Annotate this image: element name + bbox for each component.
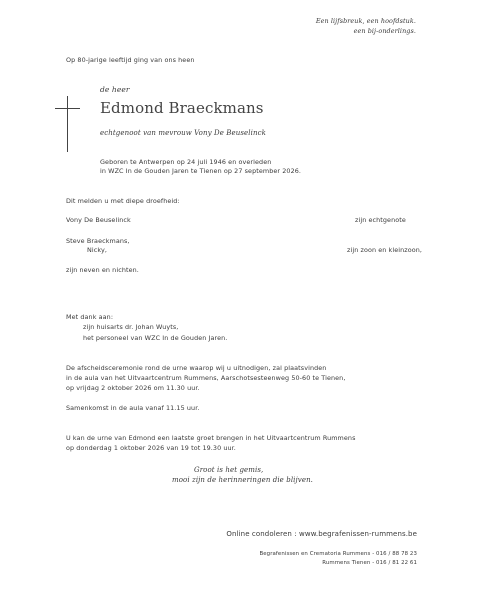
ceremony-line-2: in de aula van het Uitvaartcentrum Rummens, Aarschotsesteenweg 50-60 te Tienen, <box>66 374 346 382</box>
salutation: de heer <box>100 85 130 94</box>
nephews-text: zijn neven en nichten. <box>66 266 139 274</box>
footer-line-1: Begrafenissen en Crematoria Rummens - 016 / 88 78 23 <box>259 551 417 557</box>
thanks-title: Met dank aan: <box>66 313 114 321</box>
cross-icon-bar <box>55 108 80 109</box>
family-relation-1: zijn echtgenote <box>355 216 406 224</box>
ceremony-line-3: op vrijdag 2 oktober 2026 om 11.30 uur. <box>66 384 200 392</box>
thanks-line-1: zijn huisarts dr. Johan Wuyts, <box>83 323 179 331</box>
quote-line-2: een bij-onderlings. <box>353 27 416 35</box>
thanks-line-2: het personeel van WZC In de Gouden Jaren. <box>83 334 228 342</box>
footer-line-2: Rummens Tienen - 016 / 81 22 61 <box>322 560 417 566</box>
online-condolence: Online condoleren : www.begrafenissen-rummens.be <box>226 530 417 538</box>
family-name-1: Vony De Beuselinck <box>66 216 131 224</box>
closing-line-1: Groot is het gemis, <box>194 466 264 474</box>
gathering-text: Samenkomst in de aula vanaf 11.15 uur. <box>66 404 200 412</box>
intro-text: Op 80-jarige leeftijd ging van ons heen <box>66 56 195 64</box>
visit-line-2: op donderdag 1 oktober 2026 van 19 tot 19.30 uur. <box>66 444 236 452</box>
birth-line: Geboren te Antwerpen op 24 juli 1946 en overleden <box>100 158 272 166</box>
family-name-3: Nicky, <box>87 246 107 254</box>
closing-line-2: mooi zijn de herinneringen die blijven. <box>172 476 314 484</box>
deceased-name: Edmond Braeckmans <box>100 99 264 117</box>
death-line: in WZC In de Gouden Jaren te Tienen op 27 september 2026. <box>100 167 302 175</box>
quote-line-1: Een lijfsbreuk, een hoofdstuk. <box>315 17 416 25</box>
family-relation-3: zijn zoon en kleinzoon, <box>347 246 423 254</box>
spouse-line: echtgenoot van mevrouw Vony De Beuselinck <box>100 129 266 137</box>
cross-icon <box>67 96 68 152</box>
family-name-2: Steve Braeckmans, <box>66 237 130 245</box>
ceremony-line-1: De afscheidsceremonie rond de urne waarop wij u uitnodigen, zal plaatsvinden <box>66 364 327 372</box>
announce-text: Dit melden u met diepe droefheid: <box>66 197 180 205</box>
visit-line-1: U kan de urne van Edmond een laatste groet brengen in het Uitvaartcentrum Rummens <box>66 434 356 442</box>
